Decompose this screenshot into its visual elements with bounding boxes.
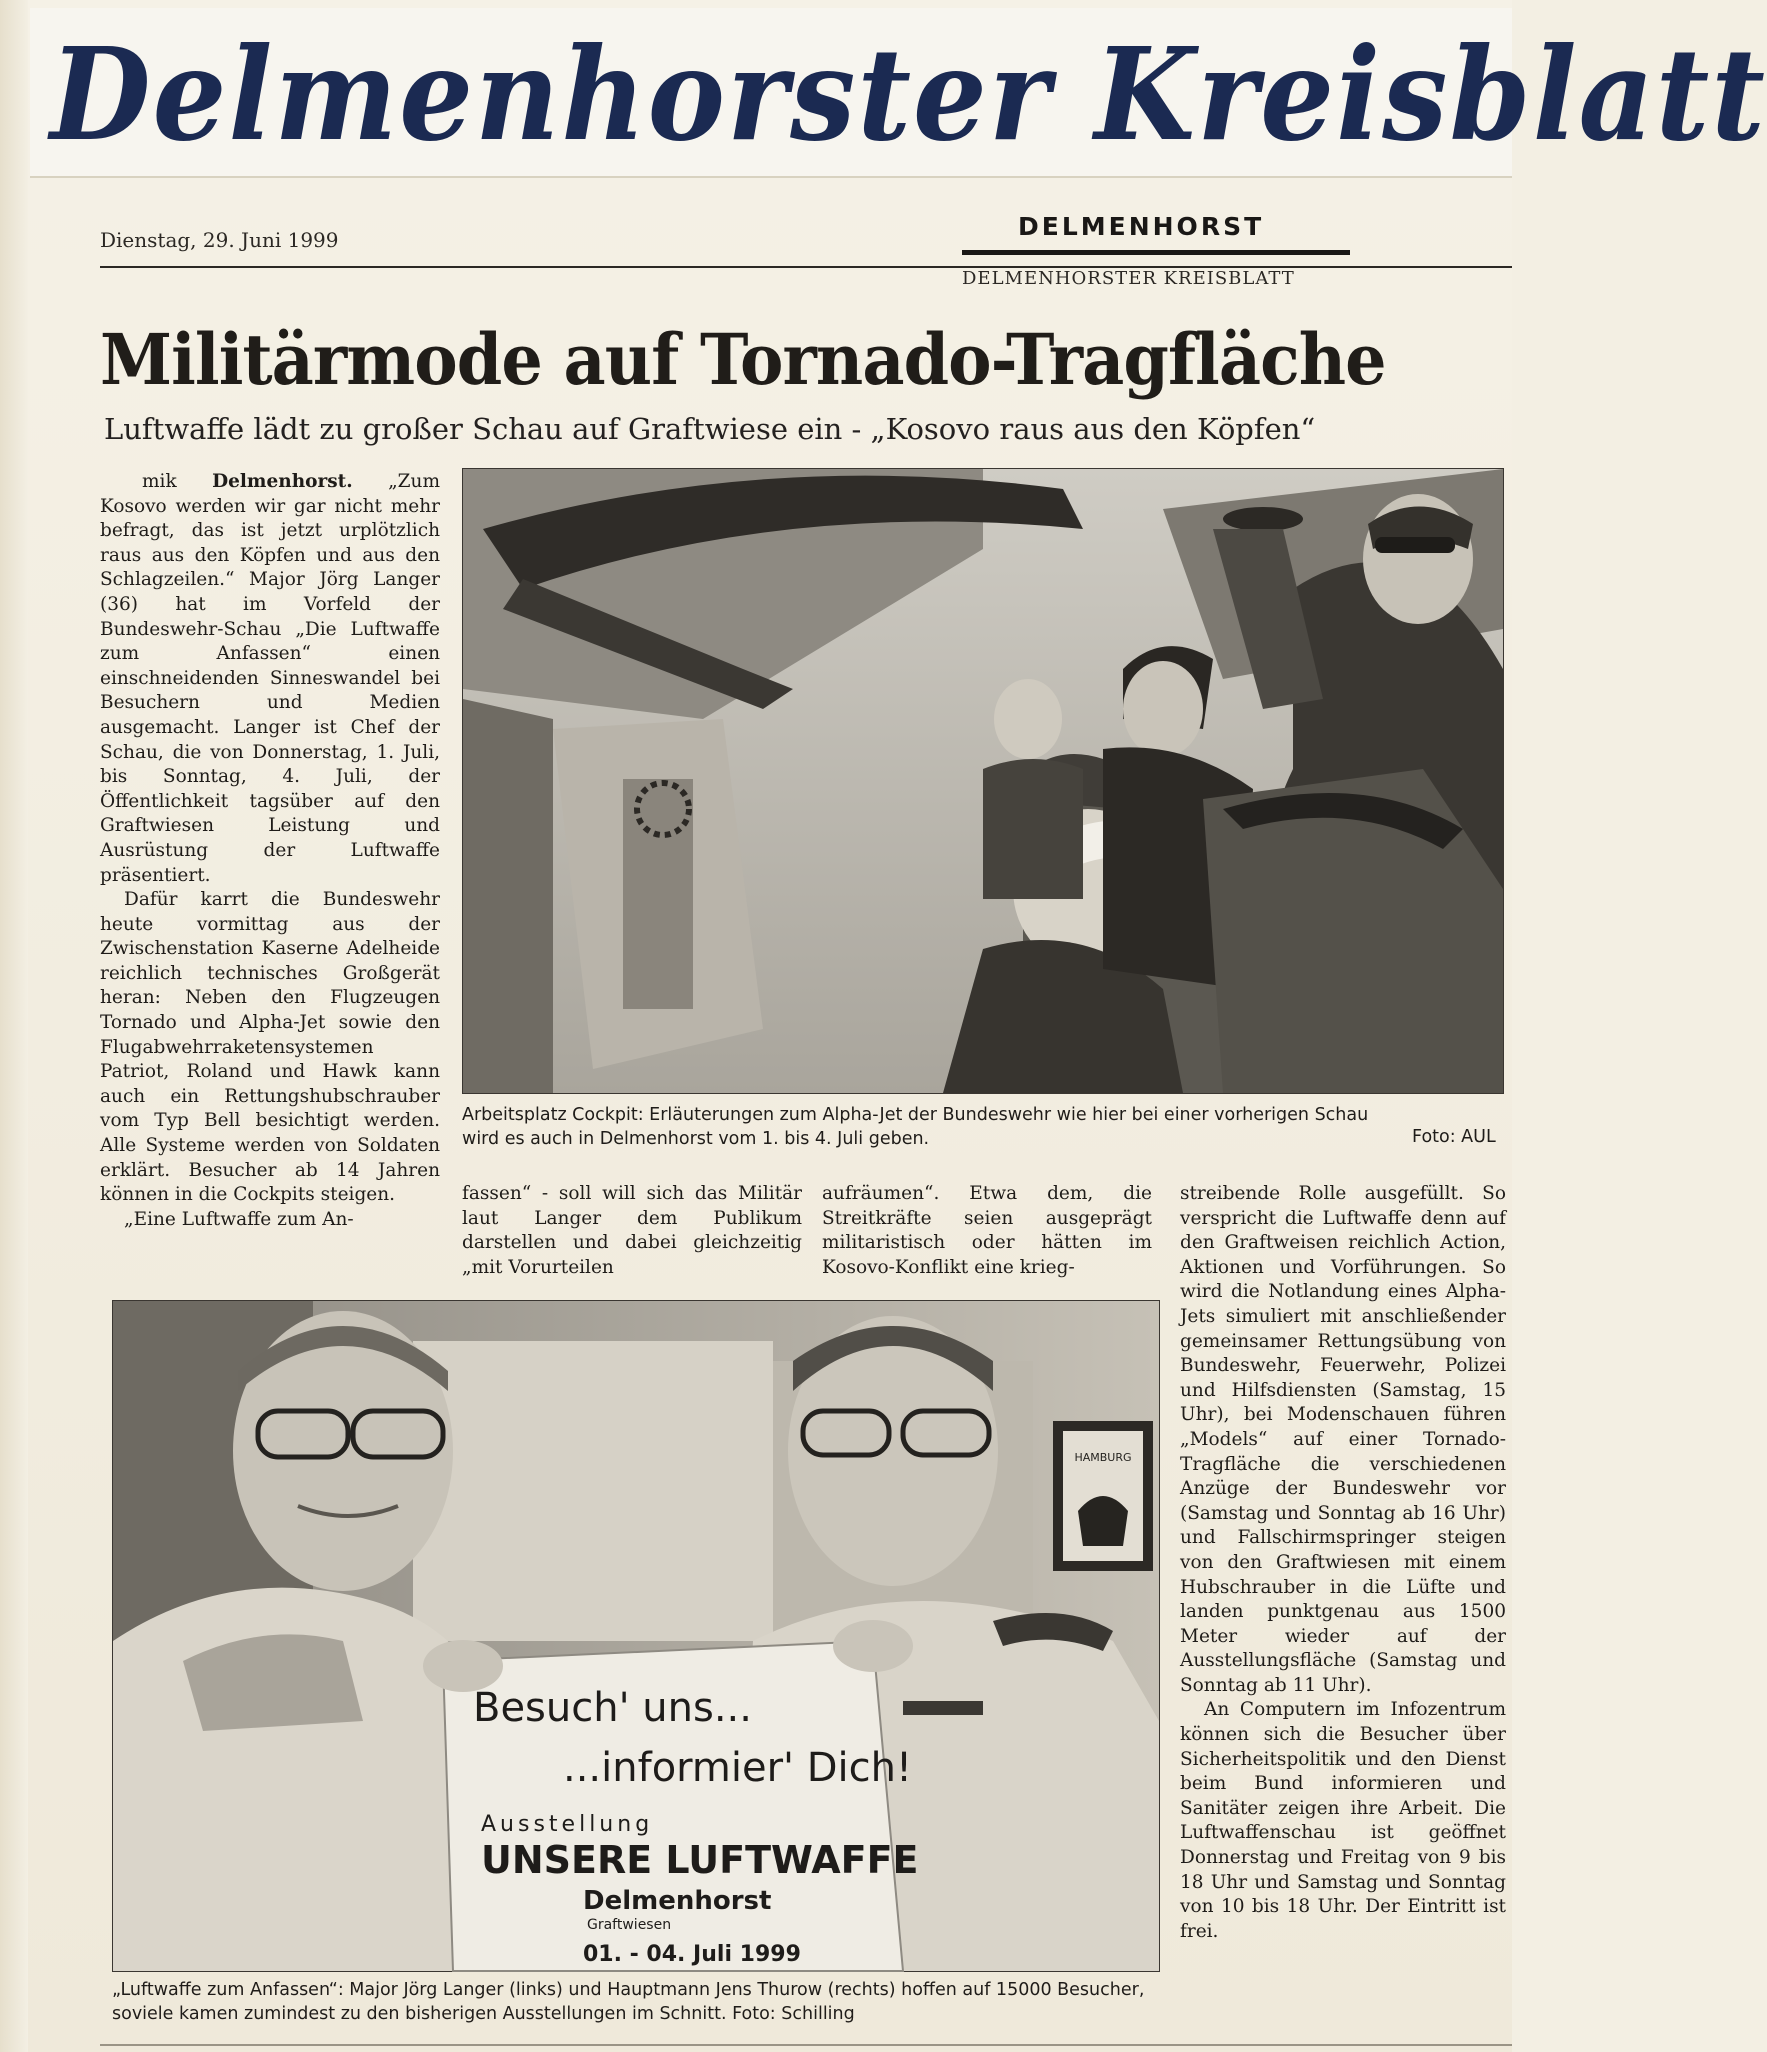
wall-plaque-label: HAMBURG: [1074, 1451, 1132, 1464]
byline: mik: [142, 471, 177, 492]
wall-plaque: [1053, 1421, 1153, 1571]
sign-line4: UNSERE LUFTWAFFE: [481, 1838, 919, 1882]
sign-line5: Delmenhorst: [583, 1886, 772, 1916]
header-rule: [100, 266, 1512, 268]
article-column-1: [100, 470, 440, 1232]
photo1-caption: Arbeitsplatz Cockpit: Erläuterungen zum Alpha-Jet der Bundeswehr wie hier bei einer vorherigen Schau wird es auch in Delmenhorst vom 1. bis 4. Juli geben.: [462, 1105, 1369, 1149]
dateline: Delmenhorst.: [212, 471, 353, 492]
paragraph: An Computern im Infozentrum können sich die Besucher über Sicherheitspolitik und den Dienst beim Bund informieren und Sanitäter zeigen ihre Arbeit. Die Luftwaffenschau ist geöffnet Donnerstag und Freitag von 9 bis 18 Uhr und Samstag und Sonntag von 10 bis 18 Uhr. Der Eintritt ist frei.: [1180, 1699, 1506, 1942]
paragraph: „Eine Luftwaffe zum An-: [124, 1208, 354, 1230]
article-column-4: [1180, 1182, 1506, 1944]
exhibition-sign: [443, 1641, 919, 1971]
subheadline: Luftwaffe lädt zu großer Schau auf Graftwiese ein - „Kosovo raus aus den Köpfen“: [104, 412, 1316, 446]
cockpit-photo-image: [463, 469, 1503, 1093]
sign-line2: ...informier' Dich!: [563, 1745, 913, 1791]
masthead: [30, 8, 1767, 178]
sign-line7: 01. - 04. Juli 1999: [583, 1942, 801, 1967]
cockpit-photo: [462, 468, 1504, 1094]
photo2-caption: [112, 1978, 1158, 2026]
sign-line6: Graftwiesen: [587, 1917, 672, 1933]
masthead-title: Delmenhorster Kreisblatt: [50, 20, 1767, 170]
sign-line1: Besuch' uns...: [473, 1685, 752, 1731]
article-column-2: [462, 1182, 802, 1280]
photo2-credit: Foto: Schilling: [732, 2004, 855, 2024]
issue-date: Dienstag, 29. Juni 1999: [100, 228, 339, 252]
article-column-3: [822, 1182, 1152, 1280]
sign-line3: Ausstellung: [481, 1812, 654, 1837]
paragraph: Dafür karrt die Bundeswehr heute vormittag aus der Zwischenstation Kaserne Adelheide reichlich technisches Großgerät heran: Neben den Flugzeugen Tornado und Alpha-Jet sowie den Flugabwehrraketensystemen Patriot, Roland und Hawk kann auch ein Rettungshubschrauber vom Typ Bell besichtigt werden. Alle Systeme werden von Soldaten erklärt. Besucher ab 14 Jahren können in die Cockpits steigen.: [100, 889, 440, 1206]
officers-photo: [112, 1300, 1160, 1972]
section-name: DELMENHORST: [1018, 212, 1265, 241]
paragraph: streibende Rolle ausgefüllt. So verspricht die Luftwaffe denn auf den Graftweisen reichlich Action, Aktionen und Vorführungen. So wird die Notlandung eines Alpha-Jets simuliert mit anschließender gemeinsamer Rettungsübung von Bundeswehr, Feuerwehr, Polizei und Hilfsdiensten (Samstag, 15 Uhr), bei Modenschauen führen „Models“ auf einer Tornado-Tragfläche die verschiedenen Anzüge der Bundeswehr vor (Samstag und Sonntag ab 16 Uhr) und Fallschirmspringer steigen von den Graftwiesen mit einem Hubschrauber in die Lüfte und landen punktgenau aus 1500 Meter wieder auf der Ausstellungsfläche (Samstag und Sonntag ab 11 Uhr).: [1180, 1183, 1506, 1696]
paragraph: [100, 470, 440, 888]
page-edge: [0, 0, 28, 2052]
paragraph: aufräumen“. Etwa dem, die Streitkräfte seien ausgeprägt militaristisch oder hätten im Kosovo-Konflikt eine krieg-: [822, 1183, 1152, 1278]
paragraph: fassen“ - soll will sich das Militär laut Langer dem Publikum darstellen und dabei gleichzeitig „mit Vorurteilen: [462, 1183, 802, 1278]
photo2-caption-text: „Luftwaffe zum Anfassen“: Major Jörg Langer (links) und Hauptmann Jens Thurow (rechts) hoffen auf 15000 Besucher, soviele kamen zumindest zu den bisherigen Ausstellungen im Schnitt.: [112, 1980, 1145, 2024]
paragraph-text: „Zum Kosovo werden wir gar nicht mehr befragt, das ist jetzt urplötzlich raus aus den Köpfen und aus den Schlagzeilen.“ Major Jörg Langer (36) hat im Vorfeld der Bundeswehr-Schau „Die Luftwaffe zum Anfassen“ einen einschneidenden Sinneswandel bei Besuchern und Medien ausgemacht. Langer ist Chef der Schau, die von Donnerstag, 1. Juli, bis Sonntag, 4. Juli, der Öffentlichkeit tagsüber auf den Graftwiesen Leistung und Ausrüstung der Luftwaffe präsentiert.: [100, 471, 440, 886]
footer-rule: [100, 2044, 1512, 2046]
photo1-credit: Foto: AUL: [1412, 1127, 1496, 1147]
headline: Militärmode auf Tornado-Tragfläche: [100, 318, 1386, 401]
paper-name: DELMENHORSTER KREISBLATT: [962, 268, 1295, 289]
section-rule: [962, 250, 1350, 255]
officers-photo-image: [113, 1301, 1159, 1971]
